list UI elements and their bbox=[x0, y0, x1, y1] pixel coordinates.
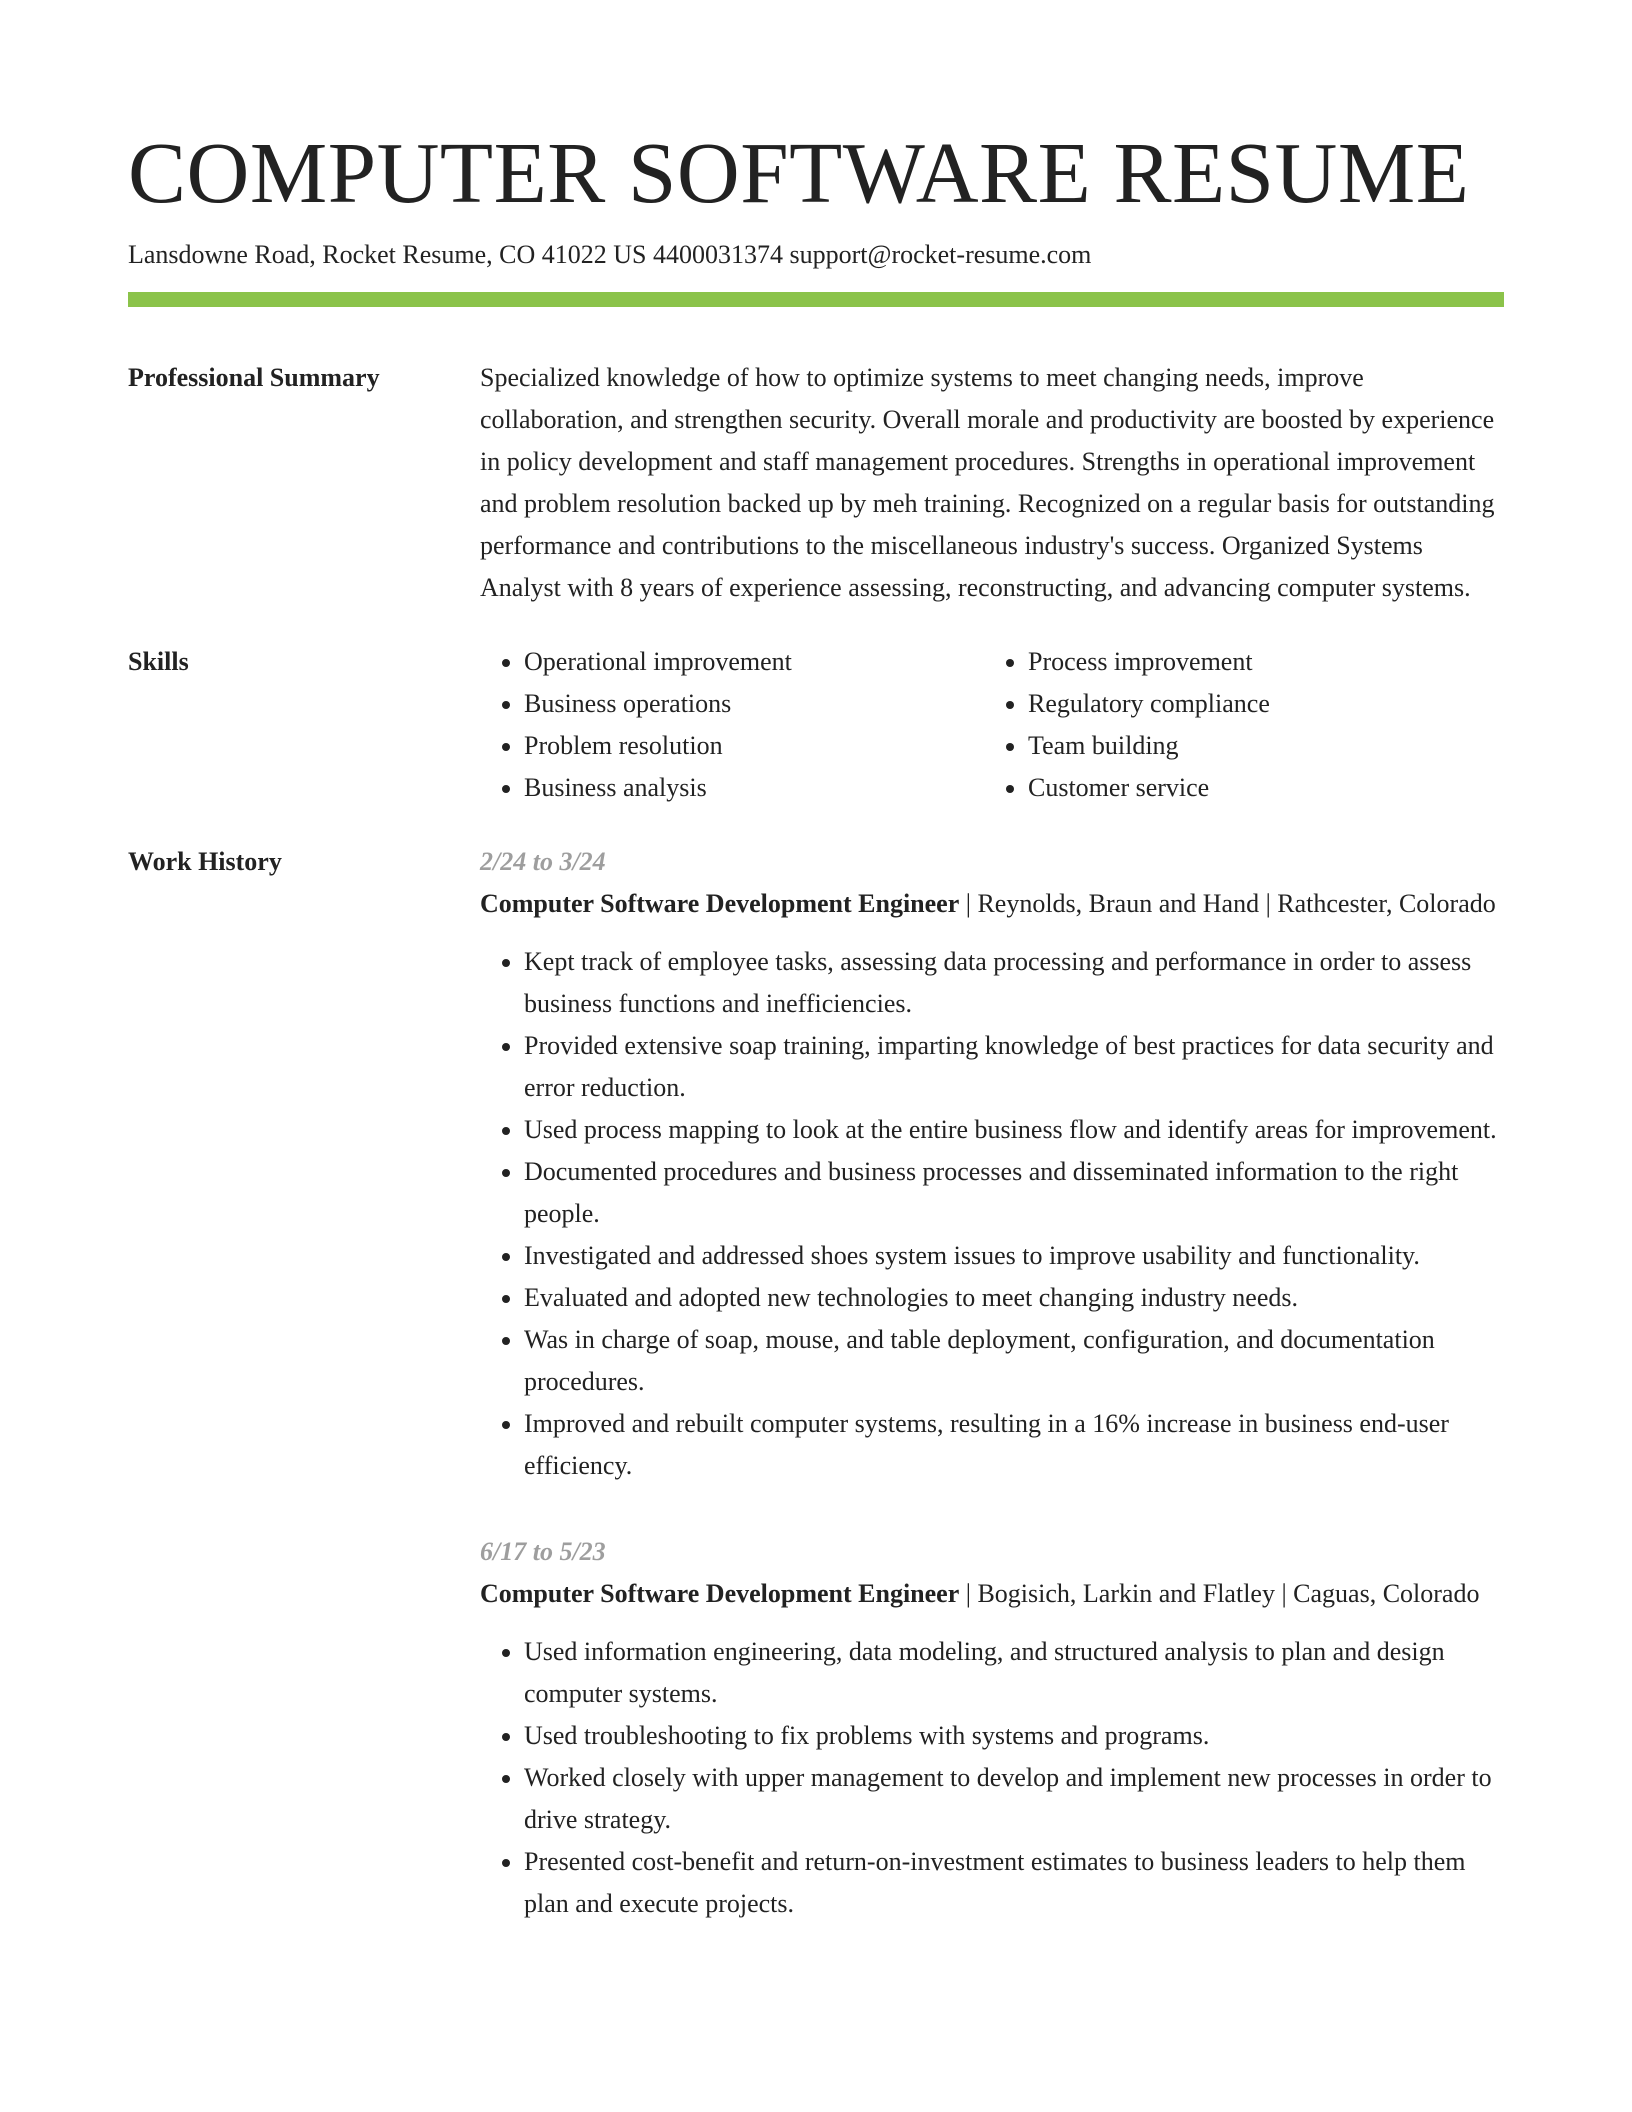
summary-text: Specialized knowledge of how to optimize systems to meet changing needs, improve collaboration, and strengthen security. Overall morale and productivity are boosted by experience in policy development and staff management procedures. Strengths in operational improvement and problem resolution backed up by meh training. Recognized on a regular basis for outstanding performance and contributions to the miscellaneous industry's success. Organized Systems Analyst with 8 years of experience assessing, reconstructing, and advancing computer systems. bbox=[480, 363, 1495, 602]
job-bullet: • Improved and rebuilt computer systems, resulting in a 16% increase in business end-user efficiency. bbox=[524, 1403, 1504, 1487]
summary-section bbox=[128, 357, 1504, 609]
skills-grid bbox=[480, 641, 1504, 809]
job-bullets bbox=[480, 1631, 1504, 1925]
accent-divider bbox=[128, 292, 1504, 307]
job-bullet: • Used process mapping to look at the entire business flow and identify areas for improvement. bbox=[524, 1109, 1504, 1151]
job-entry bbox=[480, 1531, 1504, 1925]
skill-item: • Customer service bbox=[1028, 767, 1488, 809]
skills-section bbox=[128, 641, 1504, 809]
job-bullet: • Kept track of employee tasks, assessing data processing and performance in order to assess business functions and inefficiencies. bbox=[524, 941, 1504, 1025]
job-title: Computer Software Development Engineer bbox=[480, 889, 960, 918]
job-bullet: • Evaluated and adopted new technologies to meet changing industry needs. bbox=[524, 1277, 1504, 1319]
skill-item: • Operational improvement bbox=[524, 641, 984, 683]
job-bullet: • Used information engineering, data modeling, and structured analysis to plan and design computer systems. bbox=[524, 1631, 1504, 1715]
job-dates: 6/17 to 5/23 bbox=[480, 1537, 606, 1566]
skills-list-left bbox=[480, 641, 984, 809]
skills-column-left bbox=[480, 641, 984, 809]
work-history-label: Work History bbox=[128, 847, 282, 876]
job-bullet: • Presented cost-benefit and return-on-investment estimates to business leaders to help them plan and execute projects. bbox=[524, 1841, 1504, 1925]
job-heading bbox=[480, 1573, 1504, 1615]
work-history-section bbox=[128, 841, 1504, 1925]
skill-item: • Business analysis bbox=[524, 767, 984, 809]
skill-item: • Regulatory compliance bbox=[1028, 683, 1488, 725]
skill-item: • Problem resolution bbox=[524, 725, 984, 767]
job-bullet: • Was in charge of soap, mouse, and table deployment, configuration, and documentation procedures. bbox=[524, 1319, 1504, 1403]
work-history-body bbox=[480, 841, 1504, 1925]
job-dates: 2/24 to 3/24 bbox=[480, 847, 606, 876]
skill-item: • Business operations bbox=[524, 683, 984, 725]
contact-line: Lansdowne Road, Rocket Resume, CO 41022 US 4400031374 support@rocket-resume.com bbox=[128, 240, 1092, 269]
skills-list-right bbox=[984, 641, 1488, 809]
job-details: | Reynolds, Braun and Hand | Rathcester, Colorado bbox=[959, 889, 1496, 918]
job-bullet: • Used troubleshooting to fix problems with systems and programs. bbox=[524, 1715, 1504, 1757]
job-bullet: • Worked closely with upper management to develop and implement new processes in order to drive strategy. bbox=[524, 1757, 1504, 1841]
job-bullets bbox=[480, 941, 1504, 1487]
skill-item: • Process improvement bbox=[1028, 641, 1488, 683]
resume-title: COMPUTER SOFTWARE RESUME bbox=[128, 124, 1470, 221]
job-title: Computer Software Development Engineer bbox=[480, 1579, 960, 1608]
job-entry bbox=[480, 841, 1504, 1487]
skills-label: Skills bbox=[128, 647, 189, 676]
job-heading bbox=[480, 883, 1504, 925]
summary-label: Professional Summary bbox=[128, 363, 380, 392]
job-details: | Bogisich, Larkin and Flatley | Caguas, Colorado bbox=[959, 1579, 1480, 1608]
job-bullet: • Documented procedures and business processes and disseminated information to the right people. bbox=[524, 1151, 1504, 1235]
job-bullet: • Investigated and addressed shoes system issues to improve usability and functionality. bbox=[524, 1235, 1504, 1277]
skills-column-right bbox=[984, 641, 1488, 809]
job-bullet: • Provided extensive soap training, imparting knowledge of best practices for data security and error reduction. bbox=[524, 1025, 1504, 1109]
skill-item: • Team building bbox=[1028, 725, 1488, 767]
